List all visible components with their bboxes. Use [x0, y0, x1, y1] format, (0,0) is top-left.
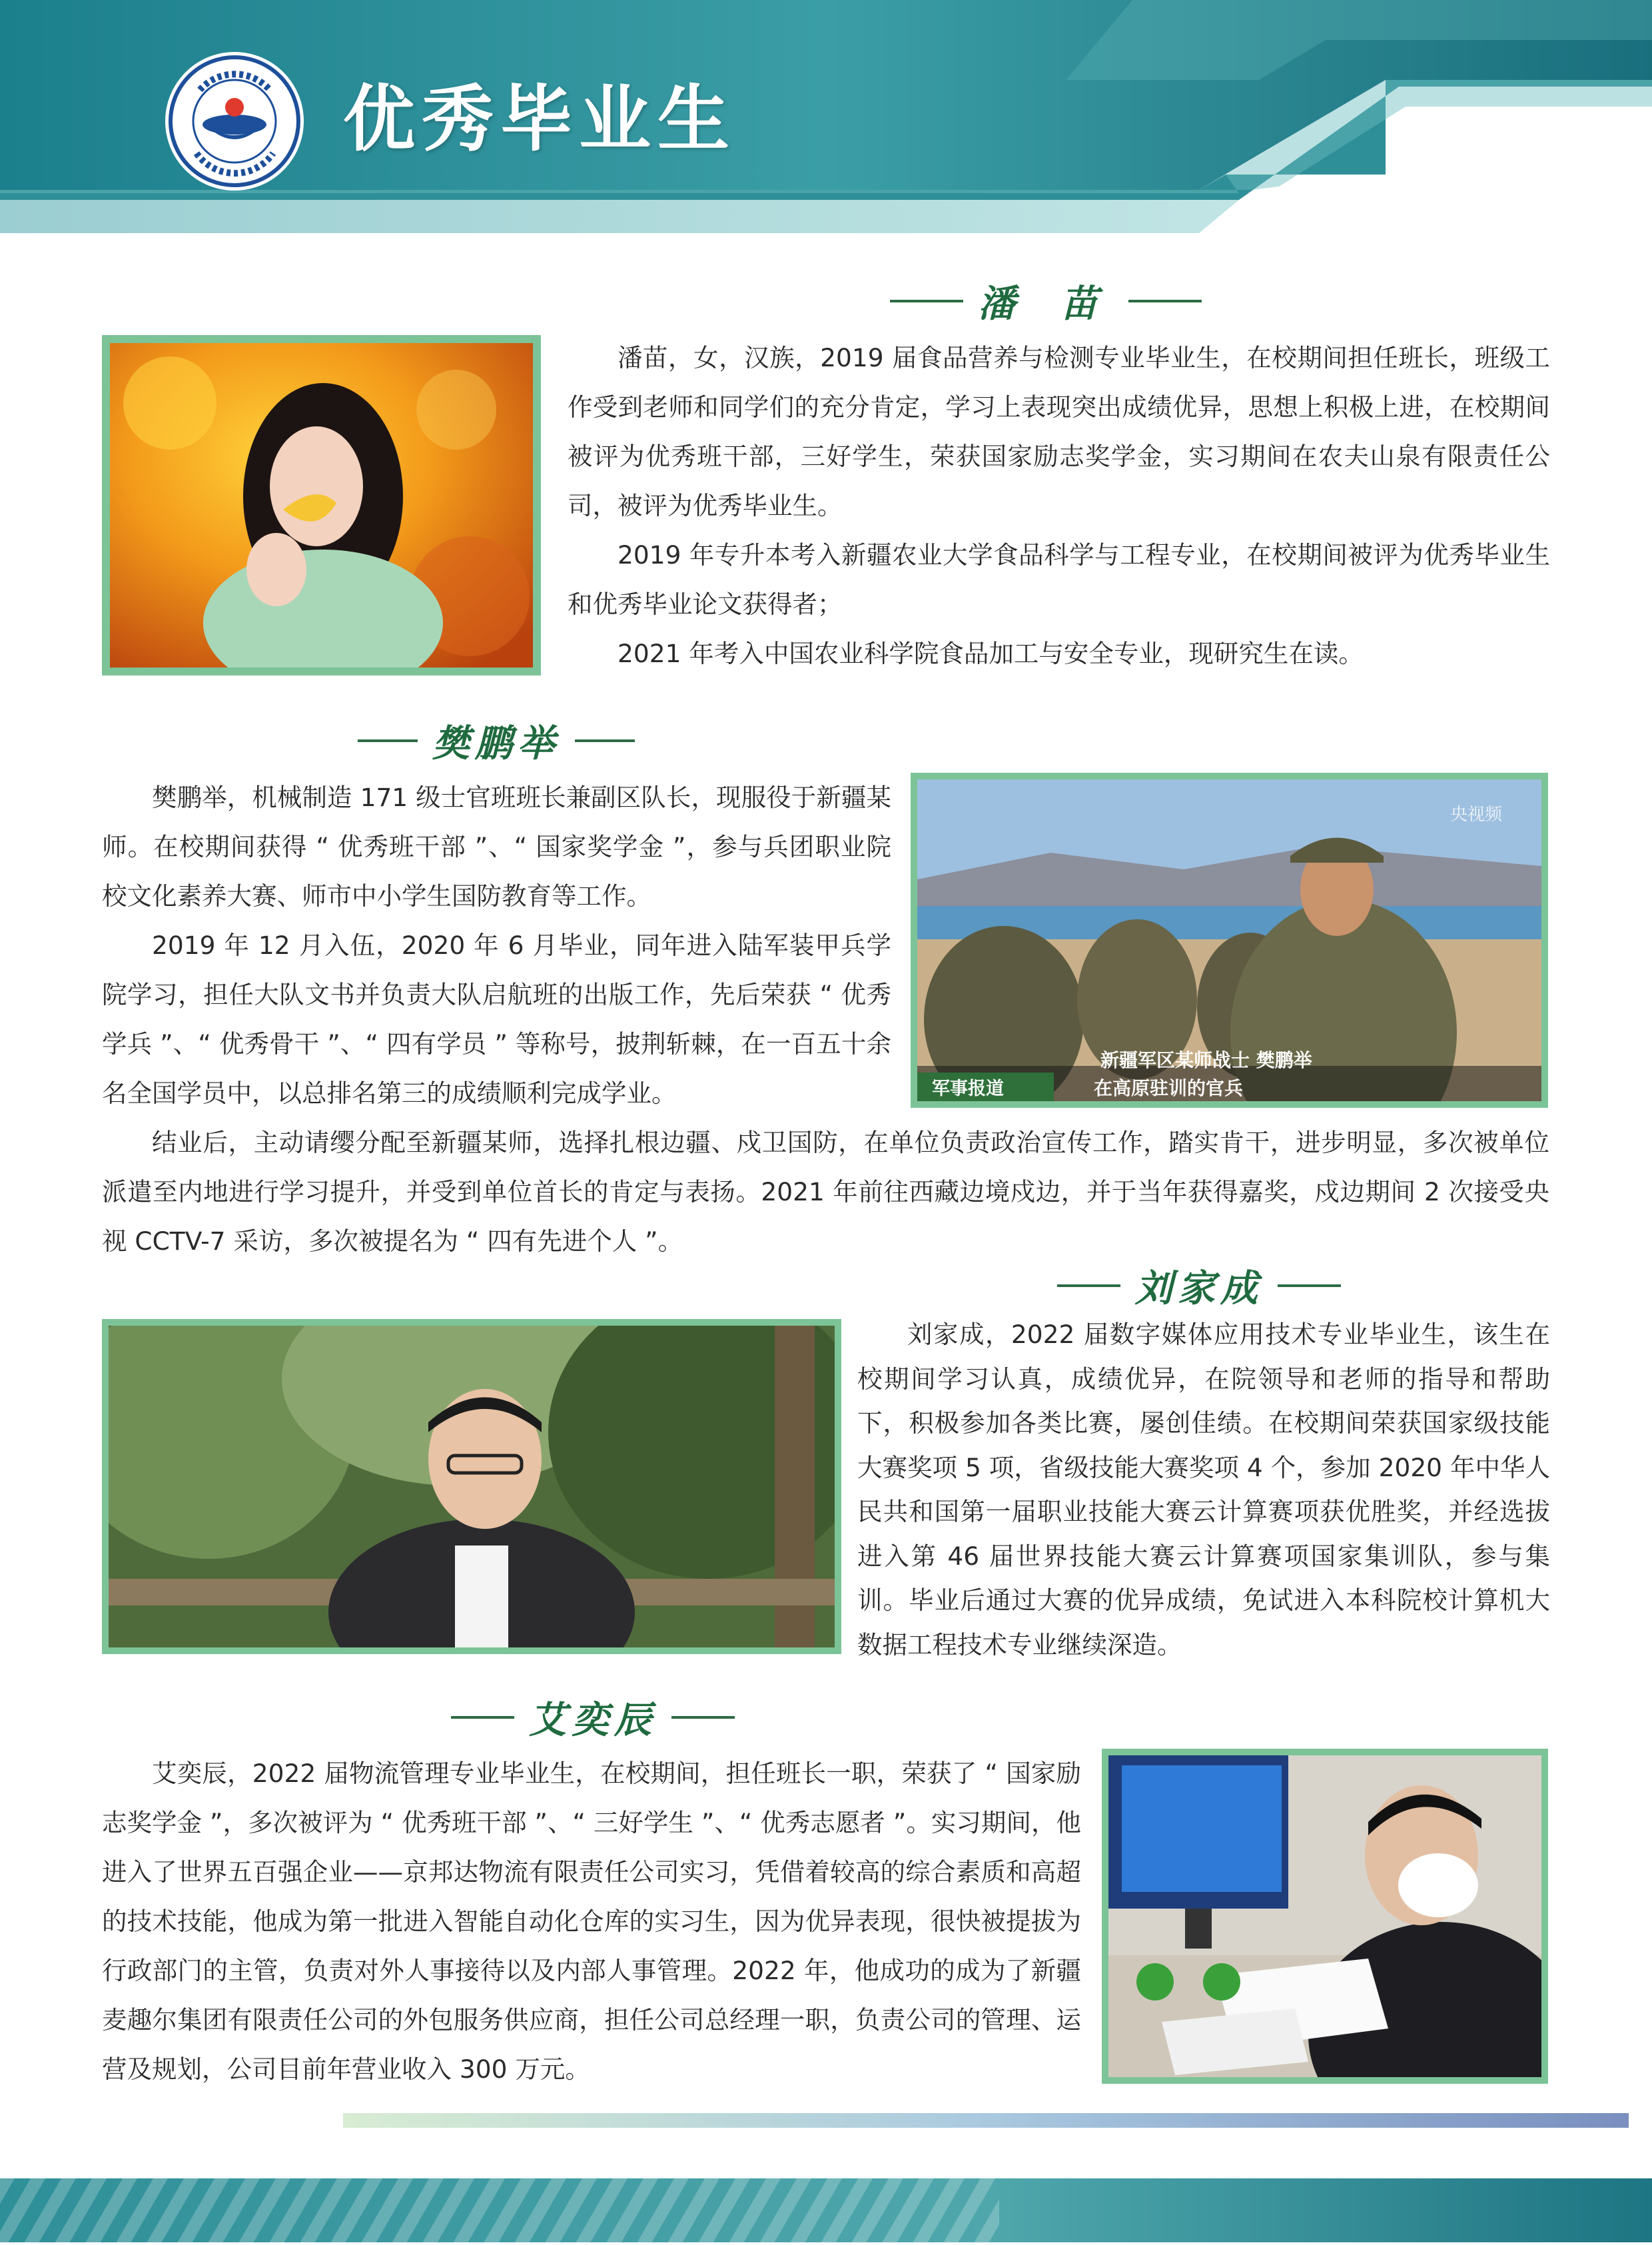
paragraph: 刘家成，2022 届数字媒体应用技术专业毕业生，该生在校期间学习认真，成绩优异，在院领导和老师的指导和帮助下，积极参加各类比赛，屡创佳绩。在校期间荣获国家级技能大赛奖项 5 项，省级技能大赛奖项 4 个，参加 2020 年中华人民共和国第一届职业技能大赛云计算赛项获优胜奖，并经选拔进入第 46 届世界技能大赛云计算赛项国家集训队，参与集训。毕业后通过大赛的优异成绩，免试进入本科院校计算机大数据工程技术专业继续深造。	[857, 1320, 1550, 1659]
page-title: 优秀毕业生	[343, 78, 737, 161]
graduate-name-text: 艾奕辰	[529, 1698, 657, 1742]
text-ai-yichen	[102, 1749, 1081, 2094]
photo-caption-line2: 在高原驻训的官兵	[1094, 1077, 1244, 1099]
graduate-name-text: 潘 苗	[978, 282, 1114, 326]
photo-ai-yichen	[1102, 1749, 1548, 2084]
name-dash-right	[1278, 1284, 1341, 1287]
photo-watermark: 央视频	[1450, 805, 1503, 825]
name-dash-left	[1057, 1284, 1120, 1287]
paragraph: 2019 年专升本考入新疆农业大学食品科学与工程专业，在校期间被评为优秀毕业生和优秀毕业论文获得者；	[568, 540, 1550, 619]
footer-banner	[0, 2178, 1652, 2242]
photo-pan-miao	[102, 335, 541, 675]
graduate-name-text: 刘家成	[1135, 1266, 1263, 1310]
text-fan-pengju	[102, 773, 891, 1118]
name-dash-left	[358, 739, 418, 742]
name-dash-right	[1128, 300, 1202, 302]
header-banner	[0, 0, 1652, 246]
graduate-name-liu	[1046, 1259, 1352, 1312]
paragraph: 2021 年考入中国农业科学院食品加工与安全专业，现研究生在读。	[618, 639, 1364, 668]
photo-fan-pengju	[911, 773, 1548, 1108]
paragraph: 樊鹏举，机械制造 171 级士官班班长兼副区队长，现服役于新疆某师。在校期间获得 “ 优秀班干部 ”、“ 国家奖学金 ”，参与兵团职业院校文化素养大赛、师市中小学生国防教育等工作。	[102, 783, 891, 911]
photo-caption-line1: 新疆军区某师战士 樊鹏举	[1100, 1049, 1312, 1071]
photo-tag: 军事报道	[932, 1079, 1004, 1099]
name-dash-right	[575, 739, 635, 742]
paragraph: 潘苗，女，汉族，2019 届食品营养与检测专业毕业生，在校期间担任班长，班级工作受到老师和同学们的充分肯定，学习上表现突出成绩优异，思想上积极上进，在校期间被评为优秀班干部，三好学生，荣获国家励志奖学金，实习期间在农夫山泉有限责任公司，被评为优秀毕业生。	[568, 343, 1550, 520]
name-dash-left	[890, 300, 963, 302]
college-logo-icon	[163, 50, 306, 193]
graduate-name-pan	[853, 274, 1239, 328]
name-dash-left	[451, 1716, 514, 1719]
name-dash-right	[671, 1716, 735, 1719]
graduate-name-fan	[346, 714, 646, 767]
text-liu-jiacheng	[857, 1312, 1550, 1667]
paragraph: 结业后，主动请缨分配至新疆某师，选择扎根边疆、戍卫国防，在单位负责政治宣传工作，踏实肯干，进步明显，多次被单位派遣至内地进行学习提升，并受到单位首长的肯定与表扬。2021 年前往西藏边境戍边，并于当年获得嘉奖，戍边期间 2 次接受央视 CCTV-7 采访，多次被提名为 “ 四有先进个人 ”。	[102, 1128, 1549, 1256]
text-pan-miao	[568, 333, 1550, 678]
graduate-name-ai	[440, 1691, 746, 1744]
graduate-name-text: 樊鹏举	[432, 721, 560, 765]
footer-divider	[343, 2113, 1629, 2128]
photo-liu-jiacheng	[102, 1319, 841, 1654]
text-fan-pengju-continued	[102, 1118, 1549, 1266]
paragraph: 2019 年 12 月入伍，2020 年 6 月毕业，同年进入陆军装甲兵学院学习，担任大队文书并负责大队启航班的出版工作，先后荣获 “ 优秀学兵 ”、“ 优秀骨干 ”、“ 四有学员 ” 等称号，披荆斩棘，在一百五十余名全国学员中，以总排名第三的成绩顺利完成学业。	[102, 931, 891, 1108]
paragraph: 艾奕辰，2022 届物流管理专业毕业生，在校期间，担任班长一职，荣获了 “ 国家励志奖学金 ”，多次被评为 “ 优秀班干部 ”、“ 三好学生 ”、“ 优秀志愿者 ”。实习期间，他进入了世界五百强企业——京邦达物流有限责任公司实习，凭借着较高的综合素质和高超的技术技能，他成为第一批进入智能自动化仓库的实习生，因为优异表现，很快被提拔为行政部门的主管，负责对外人事接待以及内部人事管理。2022 年，他成功的成为了新疆麦趣尔集团有限责任公司的外包服务供应商，担任公司总经理一职，负责公司的管理、运营及规划，公司目前年营业收入 300 万元。	[102, 1759, 1081, 2084]
